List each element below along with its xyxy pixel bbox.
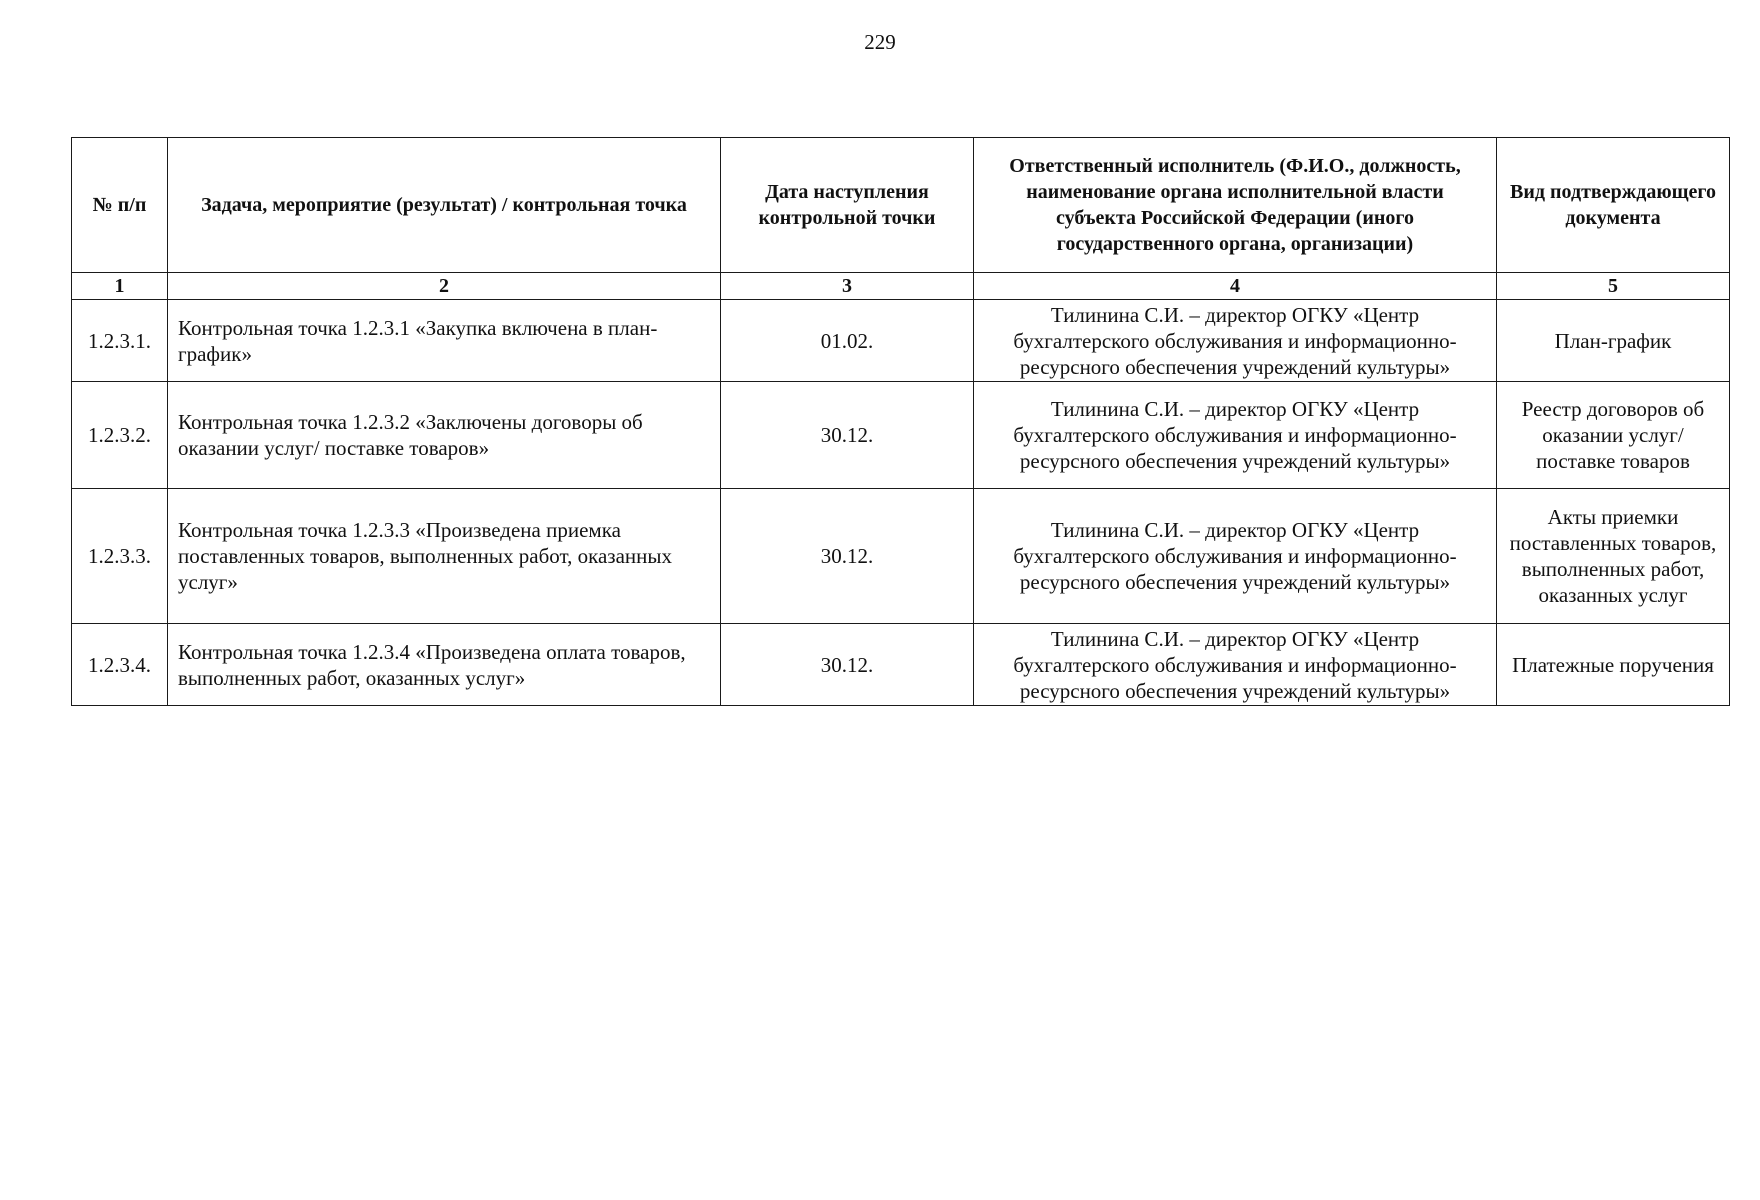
column-number: 1 bbox=[72, 273, 168, 300]
row-task: Контрольная точка 1.2.3.1 «Закупка включена в план-график» bbox=[168, 300, 721, 382]
row-date: 30.12. bbox=[721, 624, 974, 706]
column-number: 4 bbox=[974, 273, 1497, 300]
row-date: 30.12. bbox=[721, 382, 974, 489]
column-number: 5 bbox=[1497, 273, 1730, 300]
header-document: Вид подтверждающего документа bbox=[1497, 138, 1730, 273]
row-responsible: Тилинина С.И. – директор ОГКУ «Центр бухгалтерского обслуживания и информационно-ресурсного обеспечения учреждений культуры» bbox=[974, 624, 1497, 706]
row-document: Платежные поручения bbox=[1497, 624, 1730, 706]
row-document: Акты приемки поставленных товаров, выполненных работ, оказанных услуг bbox=[1497, 489, 1730, 624]
row-number: 1.2.3.4. bbox=[72, 624, 168, 706]
row-date: 30.12. bbox=[721, 489, 974, 624]
header-number: № п/п bbox=[72, 138, 168, 273]
table-row bbox=[72, 489, 1730, 624]
page-number: 229 bbox=[864, 30, 896, 54]
row-number: 1.2.3.3. bbox=[72, 489, 168, 624]
table-row bbox=[72, 300, 1730, 382]
header-task: Задача, мероприятие (результат) / контрольная точка bbox=[168, 138, 721, 273]
header-responsible: Ответственный исполнитель (Ф.И.О., должность, наименование органа исполнительной власти субъекта Российской Федерации (иного государственного органа, организации) bbox=[974, 138, 1497, 273]
row-task: Контрольная точка 1.2.3.2 «Заключены договоры об оказании услуг/ поставке товаров» bbox=[168, 382, 721, 489]
row-number: 1.2.3.1. bbox=[72, 300, 168, 382]
row-date: 01.02. bbox=[721, 300, 974, 382]
row-responsible: Тилинина С.И. – директор ОГКУ «Центр бухгалтерского обслуживания и информационно-ресурсного обеспечения учреждений культуры» bbox=[974, 489, 1497, 624]
table-header-row bbox=[72, 138, 1730, 273]
column-number: 3 bbox=[721, 273, 974, 300]
row-responsible: Тилинина С.И. – директор ОГКУ «Центр бухгалтерского обслуживания и информационно-ресурсного обеспечения учреждений культуры» bbox=[974, 300, 1497, 382]
column-number-row bbox=[72, 273, 1730, 300]
row-document: Реестр договоров об оказании услуг/поставке товаров bbox=[1497, 382, 1730, 489]
row-task: Контрольная точка 1.2.3.3 «Произведена приемка поставленных товаров, выполненных работ, оказанных услуг» bbox=[168, 489, 721, 624]
row-document: План-график bbox=[1497, 300, 1730, 382]
row-task: Контрольная точка 1.2.3.4 «Произведена оплата товаров, выполненных работ, оказанных услуг» bbox=[168, 624, 721, 706]
row-number: 1.2.3.2. bbox=[72, 382, 168, 489]
row-responsible: Тилинина С.И. – директор ОГКУ «Центр бухгалтерского обслуживания и информационно-ресурсного обеспечения учреждений культуры» bbox=[974, 382, 1497, 489]
column-number: 2 bbox=[168, 273, 721, 300]
table-row bbox=[72, 624, 1730, 706]
table-row bbox=[72, 382, 1730, 489]
control-points-table bbox=[71, 137, 1730, 706]
header-date: Дата наступления контрольной точки bbox=[721, 138, 974, 273]
